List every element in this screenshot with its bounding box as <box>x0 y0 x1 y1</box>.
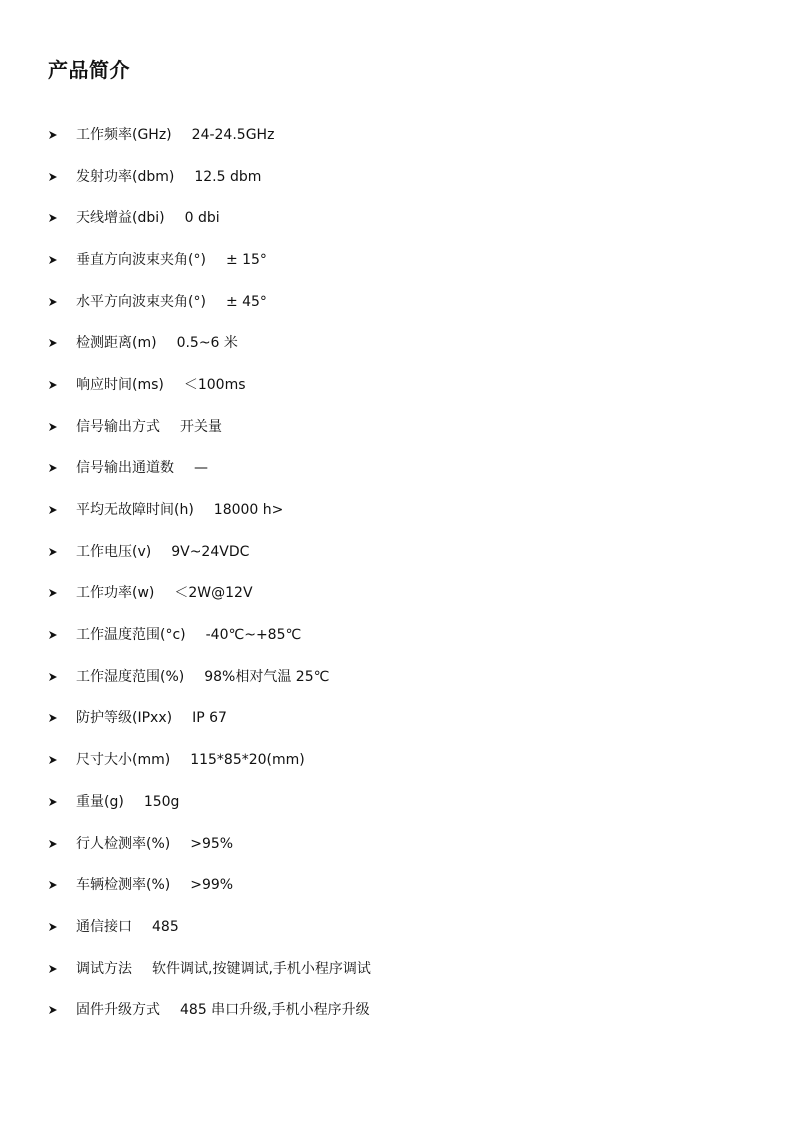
spec-label: 工作温度范围(°c) <box>76 627 186 644</box>
arrow-bullet-icon <box>48 463 76 473</box>
spec-item <box>48 739 371 781</box>
spec-item <box>48 489 371 531</box>
arrow-bullet-icon <box>48 297 76 307</box>
arrow-bullet-icon <box>48 880 76 890</box>
spec-item <box>48 823 371 865</box>
spec-item <box>48 906 371 948</box>
spec-item <box>48 156 371 198</box>
spec-label: 工作电压(v) <box>76 543 152 560</box>
arrow-bullet-icon <box>48 713 76 723</box>
arrow-bullet-icon <box>48 755 76 765</box>
spec-value: IP 67 <box>192 710 227 727</box>
spec-list <box>48 114 371 1031</box>
spec-label: 车辆检测率(%) <box>76 877 171 894</box>
arrow-bullet-icon <box>48 380 76 390</box>
spec-value: 0.5~6 米 <box>176 335 238 352</box>
spec-label: 平均无故障时间(h) <box>76 502 194 519</box>
spec-item <box>48 781 371 823</box>
arrow-bullet-icon <box>48 130 76 140</box>
spec-label: 通信接口 <box>76 918 132 935</box>
spec-item <box>48 281 371 323</box>
spec-label: 工作湿度范围(%) <box>76 668 185 685</box>
spec-item <box>48 448 371 490</box>
arrow-bullet-icon <box>48 172 76 182</box>
arrow-bullet-icon <box>48 922 76 932</box>
spec-item <box>48 531 371 573</box>
spec-value: ＜2W@12V <box>174 585 253 602</box>
arrow-bullet-icon <box>48 797 76 807</box>
spec-value: ＜100ms <box>183 376 246 393</box>
spec-value: ± 45° <box>225 293 267 310</box>
arrow-bullet-icon <box>48 1005 76 1015</box>
spec-item <box>48 322 371 364</box>
spec-item <box>48 364 371 406</box>
spec-label: 检测距离(m) <box>76 335 157 352</box>
spec-value: -40℃~+85℃ <box>205 627 302 644</box>
spec-label: 信号输出方式 <box>76 418 160 435</box>
spec-value: 485 <box>152 918 179 935</box>
spec-label: 尺寸大小(mm) <box>76 752 171 769</box>
arrow-bullet-icon <box>48 964 76 974</box>
spec-value: 24-24.5GHz <box>191 126 275 143</box>
arrow-bullet-icon <box>48 213 76 223</box>
arrow-bullet-icon <box>48 338 76 348</box>
spec-value: >95% <box>190 835 234 852</box>
spec-item <box>48 614 371 656</box>
arrow-bullet-icon <box>48 255 76 265</box>
spec-label: 工作功率(w) <box>76 585 155 602</box>
spec-label: 发射功率(dbm) <box>76 168 175 185</box>
spec-label: 响应时间(ms) <box>76 376 164 393</box>
arrow-bullet-icon <box>48 422 76 432</box>
spec-label: 工作频率(GHz) <box>76 126 172 143</box>
spec-label: 调试方法 <box>76 960 132 977</box>
spec-value: 485 串口升级,手机小程序升级 <box>180 1002 370 1019</box>
spec-value: >99% <box>190 877 234 894</box>
spec-label: 行人检测率(%) <box>76 835 171 852</box>
spec-value: 开关量 <box>180 418 222 435</box>
spec-value: 9V~24VDC <box>171 543 250 560</box>
arrow-bullet-icon <box>48 839 76 849</box>
arrow-bullet-icon <box>48 588 76 598</box>
spec-item <box>48 114 371 156</box>
spec-label: 天线增益(dbi) <box>76 210 165 227</box>
page-title: 产品简介 <box>48 58 130 82</box>
spec-value: 0 dbi <box>184 210 220 227</box>
spec-label: 信号输出通道数 <box>76 460 174 477</box>
spec-label: 重量(g) <box>76 793 124 810</box>
spec-label: 固件升级方式 <box>76 1002 160 1019</box>
spec-item <box>48 864 371 906</box>
spec-item <box>48 698 371 740</box>
spec-value: — <box>194 460 208 477</box>
spec-item <box>48 239 371 281</box>
spec-label: 防护等级(IPxx) <box>76 710 173 727</box>
spec-item <box>48 406 371 448</box>
arrow-bullet-icon <box>48 505 76 515</box>
spec-item <box>48 989 371 1031</box>
spec-value: 115*85*20(mm) <box>190 752 305 769</box>
spec-label: 垂直方向波束夹角(°) <box>76 251 206 268</box>
spec-value: 软件调试,按键调试,手机小程序调试 <box>152 960 371 977</box>
spec-value: 12.5 dbm <box>194 168 262 185</box>
spec-item <box>48 948 371 990</box>
spec-value: 150g <box>143 793 180 810</box>
spec-item <box>48 656 371 698</box>
arrow-bullet-icon <box>48 672 76 682</box>
spec-value: 18000 h> <box>213 502 284 519</box>
spec-value: 98%相对气温 25℃ <box>204 668 330 685</box>
spec-label: 水平方向波束夹角(°) <box>76 293 206 310</box>
spec-item <box>48 197 371 239</box>
spec-item <box>48 573 371 615</box>
arrow-bullet-icon <box>48 547 76 557</box>
arrow-bullet-icon <box>48 630 76 640</box>
spec-value: ± 15° <box>225 251 267 268</box>
